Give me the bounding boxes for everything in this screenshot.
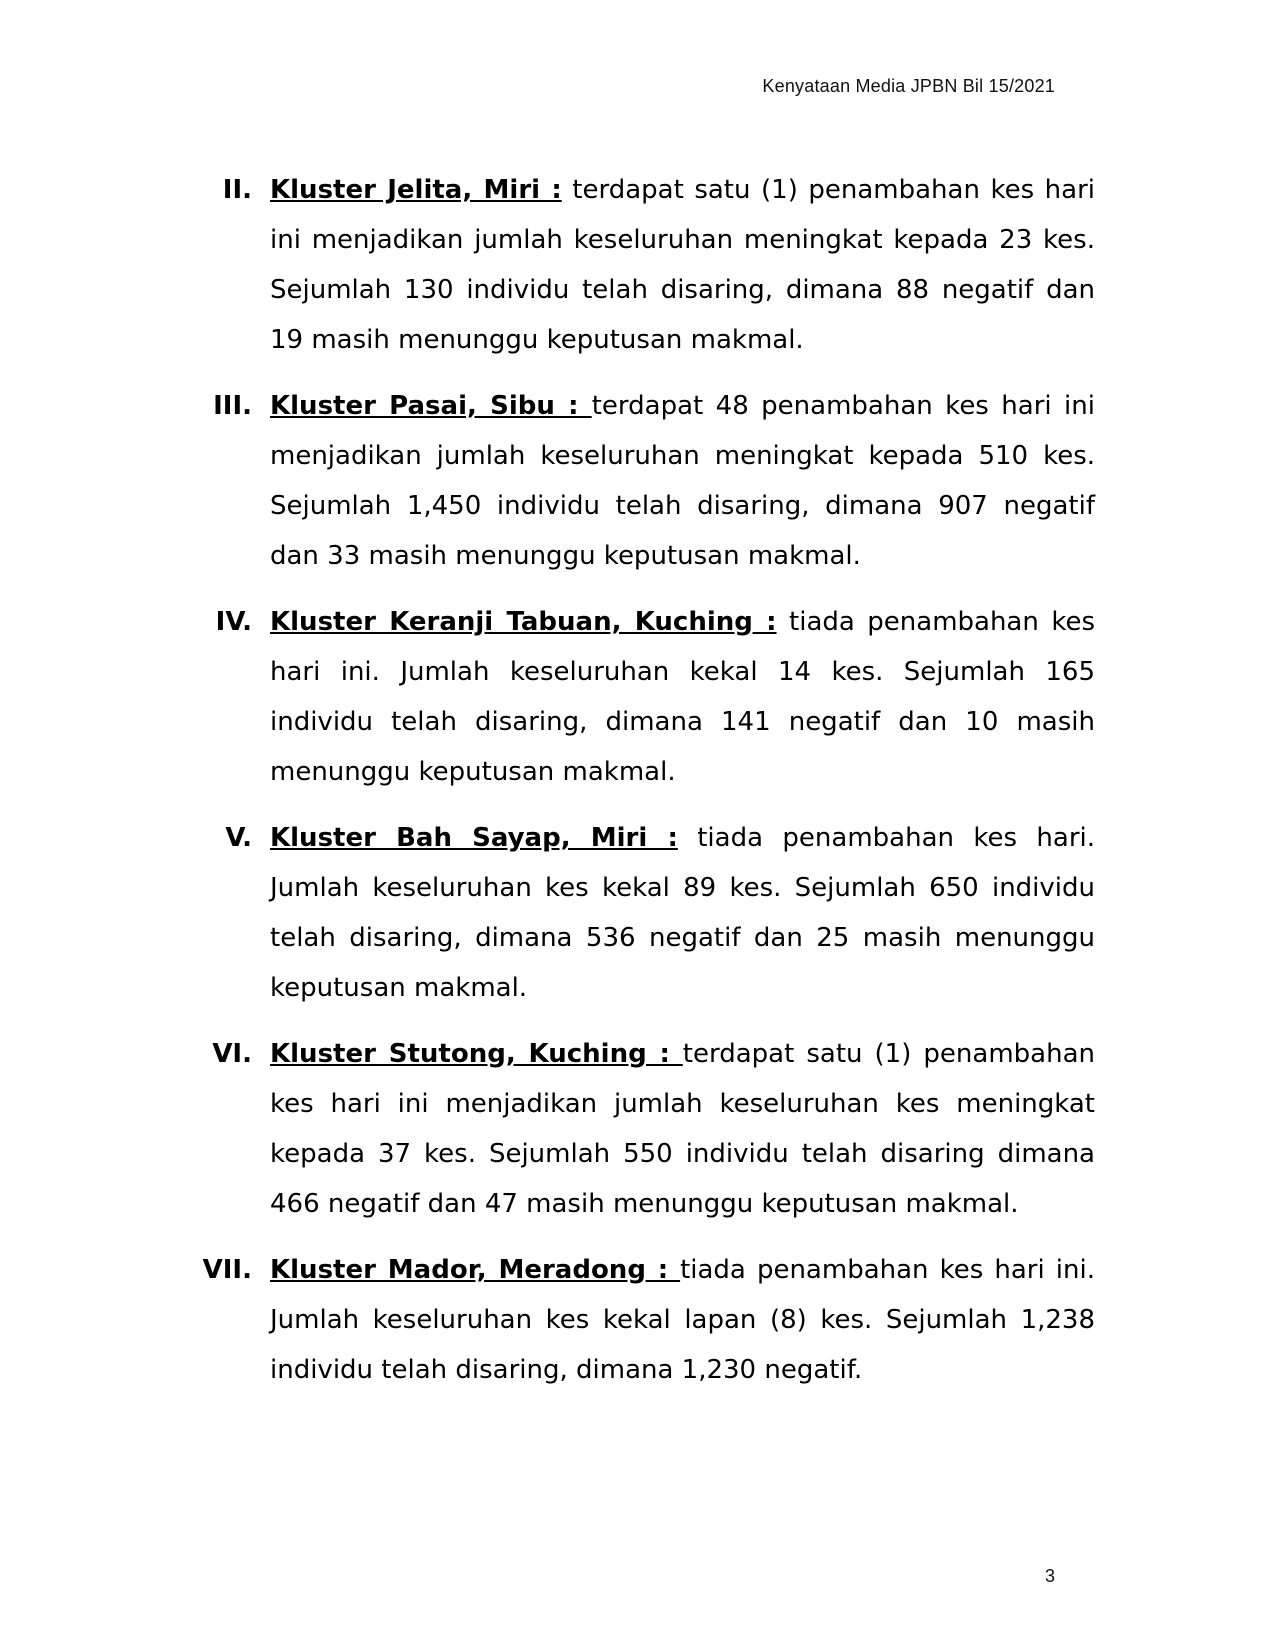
cluster-description: tiada penambahan kes hari ini. Jumlah keseluruhan kekal 14 kes. Sejumlah 165 individu telah disaring, dimana 141 negatif dan 10 masih menunggu keputusan makmal.: [270, 607, 1095, 787]
cluster-title: Kluster Pasai, Sibu :: [270, 391, 592, 421]
item-body: [270, 1245, 1095, 1395]
list-item: [170, 813, 1095, 1013]
item-body: [270, 1029, 1095, 1229]
cluster-description: tiada penambahan kes hari. Jumlah keseluruhan kes kekal 89 kes. Sejumlah 650 individu telah disaring, dimana 536 negatif dan 25 masih menunggu keputusan makmal.: [270, 823, 1095, 1003]
item-numeral: IV.: [215, 607, 252, 637]
list-item: [170, 165, 1095, 365]
item-numeral: II.: [222, 175, 252, 205]
item-body: [270, 381, 1095, 581]
item-numeral: VI.: [212, 1039, 252, 1069]
cluster-description: terdapat 48 penambahan kes hari ini menjadikan jumlah keseluruhan meningkat kepada 510 kes. Sejumlah 1,450 individu telah disaring, dimana 907 negatif dan 33 masih menunggu keputusan makmal.: [270, 391, 1095, 571]
list-item: [170, 597, 1095, 797]
item-numeral: VII.: [202, 1255, 252, 1285]
cluster-title: Kluster Stutong, Kuching :: [270, 1039, 683, 1069]
item-numeral: III.: [213, 391, 252, 421]
page-number: 3: [1044, 1566, 1055, 1586]
cluster-list: [170, 165, 1095, 1411]
list-item: [170, 1245, 1095, 1395]
cluster-title: Kluster Mador, Meradong :: [270, 1255, 681, 1285]
cluster-description: terdapat satu (1) penambahan kes hari ini menjadikan jumlah keseluruhan kes meningkat kepada 37 kes. Sejumlah 550 individu telah disaring dimana 466 negatif dan 47 masih menunggu keputusan makmal.: [270, 1039, 1095, 1219]
page-header: Kenyataan Media JPBN Bil 15/2021: [762, 76, 1055, 96]
cluster-description: terdapat satu (1) penambahan kes hari ini menjadikan jumlah keseluruhan meningkat kepada 23 kes. Sejumlah 130 individu telah disaring, dimana 88 negatif dan 19 masih menunggu keputusan makmal.: [270, 175, 1095, 355]
list-item: [170, 381, 1095, 581]
cluster-description: tiada penambahan kes hari ini. Jumlah keseluruhan kes kekal lapan (8) kes. Sejumlah 1,238 individu telah disaring, dimana 1,230 negatif.: [270, 1255, 1095, 1385]
item-body: [270, 813, 1095, 1013]
item-body: [270, 597, 1095, 797]
item-body: [270, 165, 1095, 365]
cluster-title: Kluster Bah Sayap, Miri :: [270, 823, 678, 853]
list-item: [170, 1029, 1095, 1229]
cluster-title: Kluster Jelita, Miri :: [270, 175, 562, 205]
item-numeral: V.: [225, 823, 252, 853]
cluster-title: Kluster Keranji Tabuan, Kuching :: [270, 607, 777, 637]
